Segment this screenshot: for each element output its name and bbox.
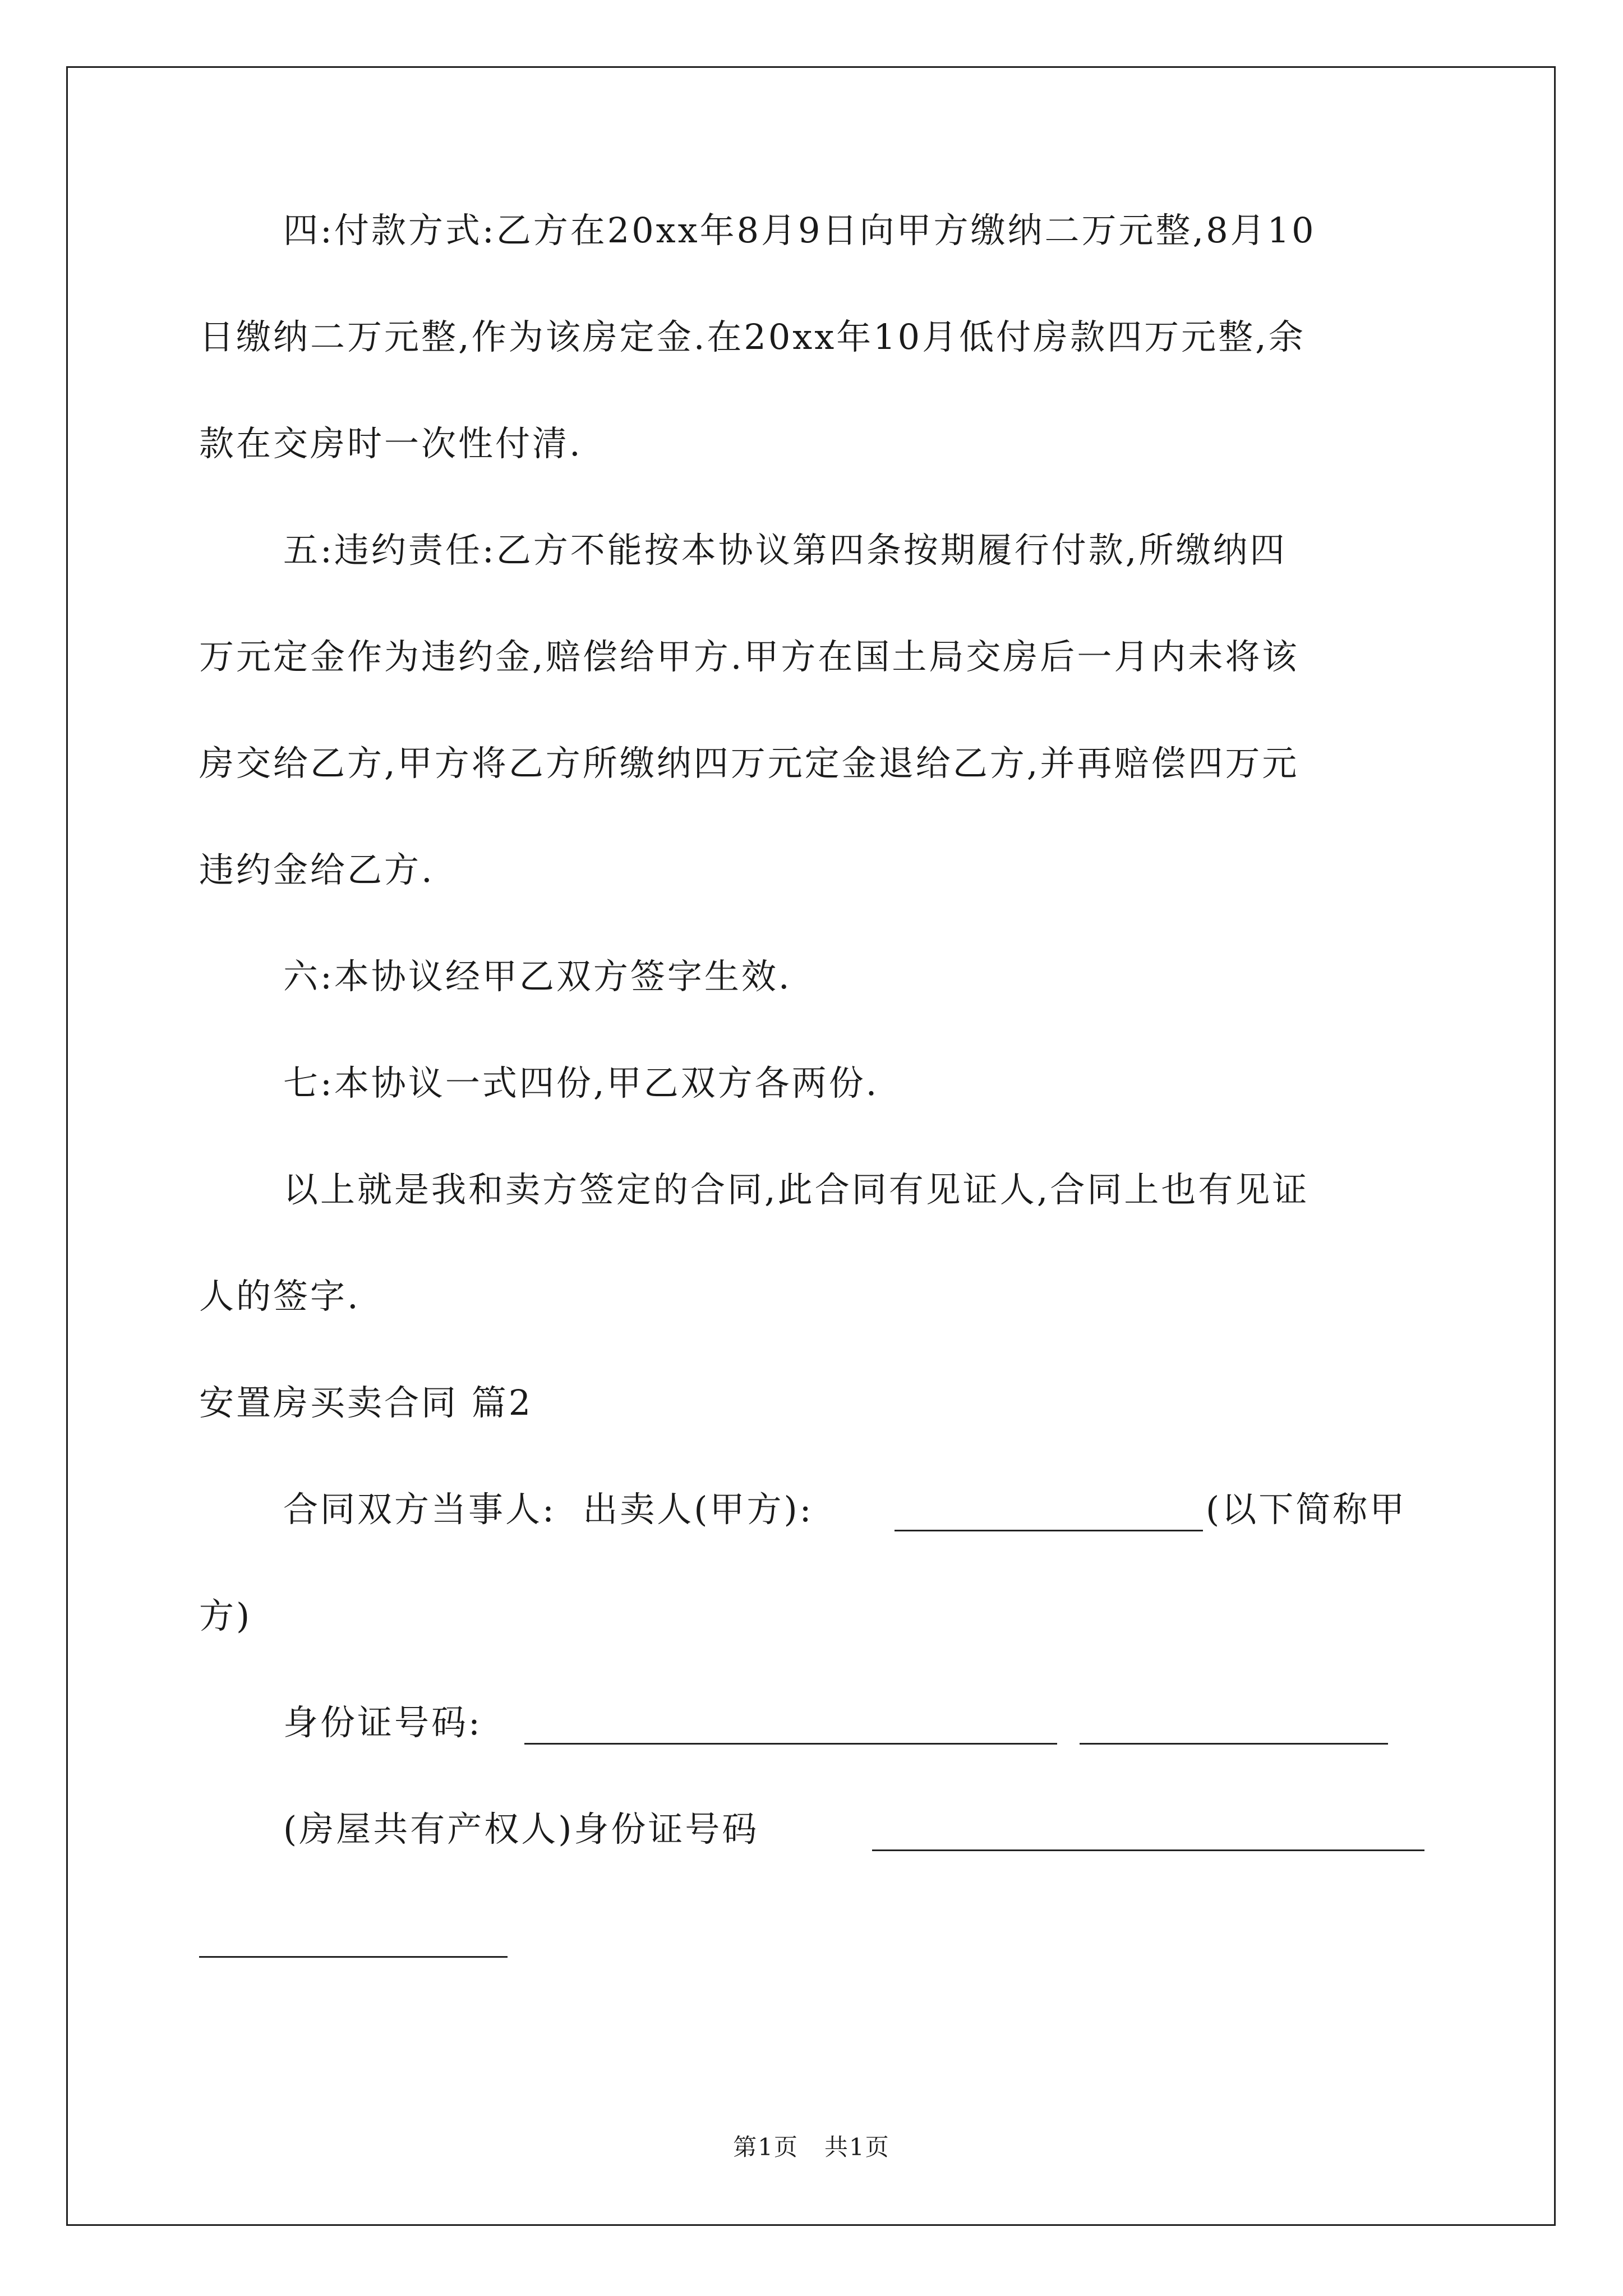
paragraph-line: 四:付款方式:乙方在20xx年8月9日向甲方缴纳二万元整,8月10 xyxy=(283,210,1316,251)
paragraph-line: 万元定金作为违约金,赔偿给甲方.甲方在国土局交房后一月内未将该 xyxy=(199,636,1299,677)
paragraph-line: 身份证号码: xyxy=(283,1702,482,1743)
paragraph-line: 款在交房时一次性付清. xyxy=(199,423,583,464)
paragraph-line: 违约金给乙方. xyxy=(199,849,435,890)
paragraph-line: 以上就是我和卖方签定的合同,此合同有见证人,合同上也有见证 xyxy=(283,1169,1310,1210)
page-frame xyxy=(66,66,1556,2226)
paragraph-line: 五:违约责任:乙方不能按本协议第四条按期履行付款,所缴纳四 xyxy=(283,530,1287,570)
paragraph-line: 方) xyxy=(199,1595,252,1636)
paragraph-line: 六:本协议经甲乙双方签字生效. xyxy=(283,956,792,997)
fill-in-blank xyxy=(895,1530,1203,1531)
fill-in-blank xyxy=(524,1743,1057,1745)
paragraph-line: (房屋共有产权人)身份证号码 xyxy=(283,1809,759,1849)
fill-in-blank xyxy=(872,1849,1424,1851)
fill-in-blank xyxy=(1080,1743,1388,1745)
paragraph-line: (以下简称甲 xyxy=(1206,1489,1407,1530)
paragraph-line: 人的签字. xyxy=(199,1276,361,1317)
paragraph-line: 日缴纳二万元整,作为该房定金.在20xx年10月低付房款四万元整,余 xyxy=(199,316,1306,357)
page-number-footer: 第1页 共1页 xyxy=(733,2133,890,2161)
paragraph-line: 房交给乙方,甲方将乙方所缴纳四万元定金退给乙方,并再赔偿四万元 xyxy=(199,743,1299,784)
paragraph-line: 七:本协议一式四份,甲乙双方各两份. xyxy=(283,1062,879,1103)
paragraph-line: 合同双方当事人: 出卖人(甲方): xyxy=(283,1489,814,1530)
section-heading: 安置房买卖合同 篇2 xyxy=(199,1382,533,1423)
fill-in-blank xyxy=(199,1956,508,1958)
